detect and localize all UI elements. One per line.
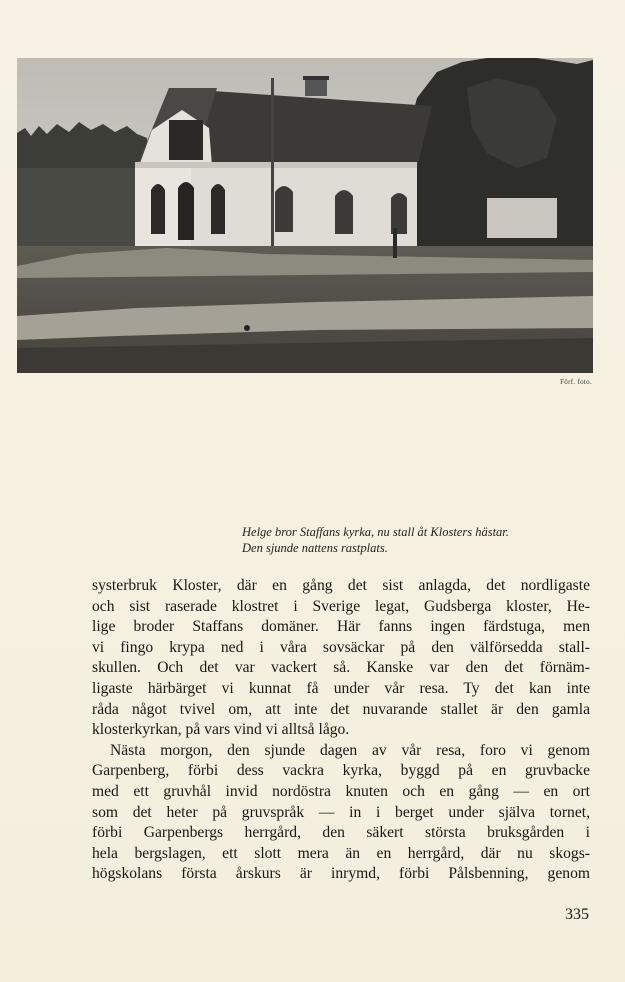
page-number: 335 <box>565 906 589 923</box>
text-line: lige broder Staffans domäner. Här fanns ingen färdstuga, men <box>92 618 590 636</box>
text-line: vi fingo krypa ned i våra sovsäckar på den välförsedda stall- <box>92 638 590 656</box>
photo-caption <box>242 524 597 556</box>
text-line: och sist raserade klostret i Sverige legat, Gudsberga kloster, He- <box>92 597 590 615</box>
text-line: skullen. Och det var vackert så. Kanske var den det förnäm- <box>92 659 590 677</box>
text-line: Nästa morgon, den sjunde dagen av vår resa, foro vi genom <box>110 741 590 759</box>
text-line: som det heter på gruvspråk — in i berget under själva tornet, <box>92 803 590 821</box>
text-line: systerbruk Kloster, där en gång det sist anlagda, det nordligaste <box>92 577 590 594</box>
text-line: högskolans första årskurs är inrymd, förbi Pålsbenning, genom <box>92 865 590 883</box>
church-building-photo-icon <box>17 58 593 373</box>
text-line: klosterkyrkan, på vars vind vi alltså lågo. <box>92 721 350 739</box>
photo-credit: Förf. foto. <box>560 378 592 386</box>
text-line: Garpenberg, förbi dess vackra kyrka, byggd på en gruvbacke <box>92 762 590 780</box>
text-line: hela bergslagen, ett slott mera än en herrgård, där nu skogs- <box>92 844 590 862</box>
text-line: med ett gruvhål invid nordöstra knuten och en gång — en ort <box>92 782 590 800</box>
caption-line: Den sjunde nattens rastplats. <box>242 541 388 555</box>
body-text <box>92 576 590 885</box>
caption-line: Helge bror Staffans kyrka, nu stall åt Klosters hästar. <box>242 525 509 539</box>
church-photo <box>17 58 593 373</box>
text-line: ligaste härbärget vi kunnat få under vår resa. Ty det kan inte <box>92 679 590 697</box>
text-line: råda något tvivel om, att inte det nuvarande stallet är den gamla <box>92 700 590 718</box>
text-line: förbi Garpenbergs herrgård, den säkert största bruksgården i <box>92 824 590 842</box>
